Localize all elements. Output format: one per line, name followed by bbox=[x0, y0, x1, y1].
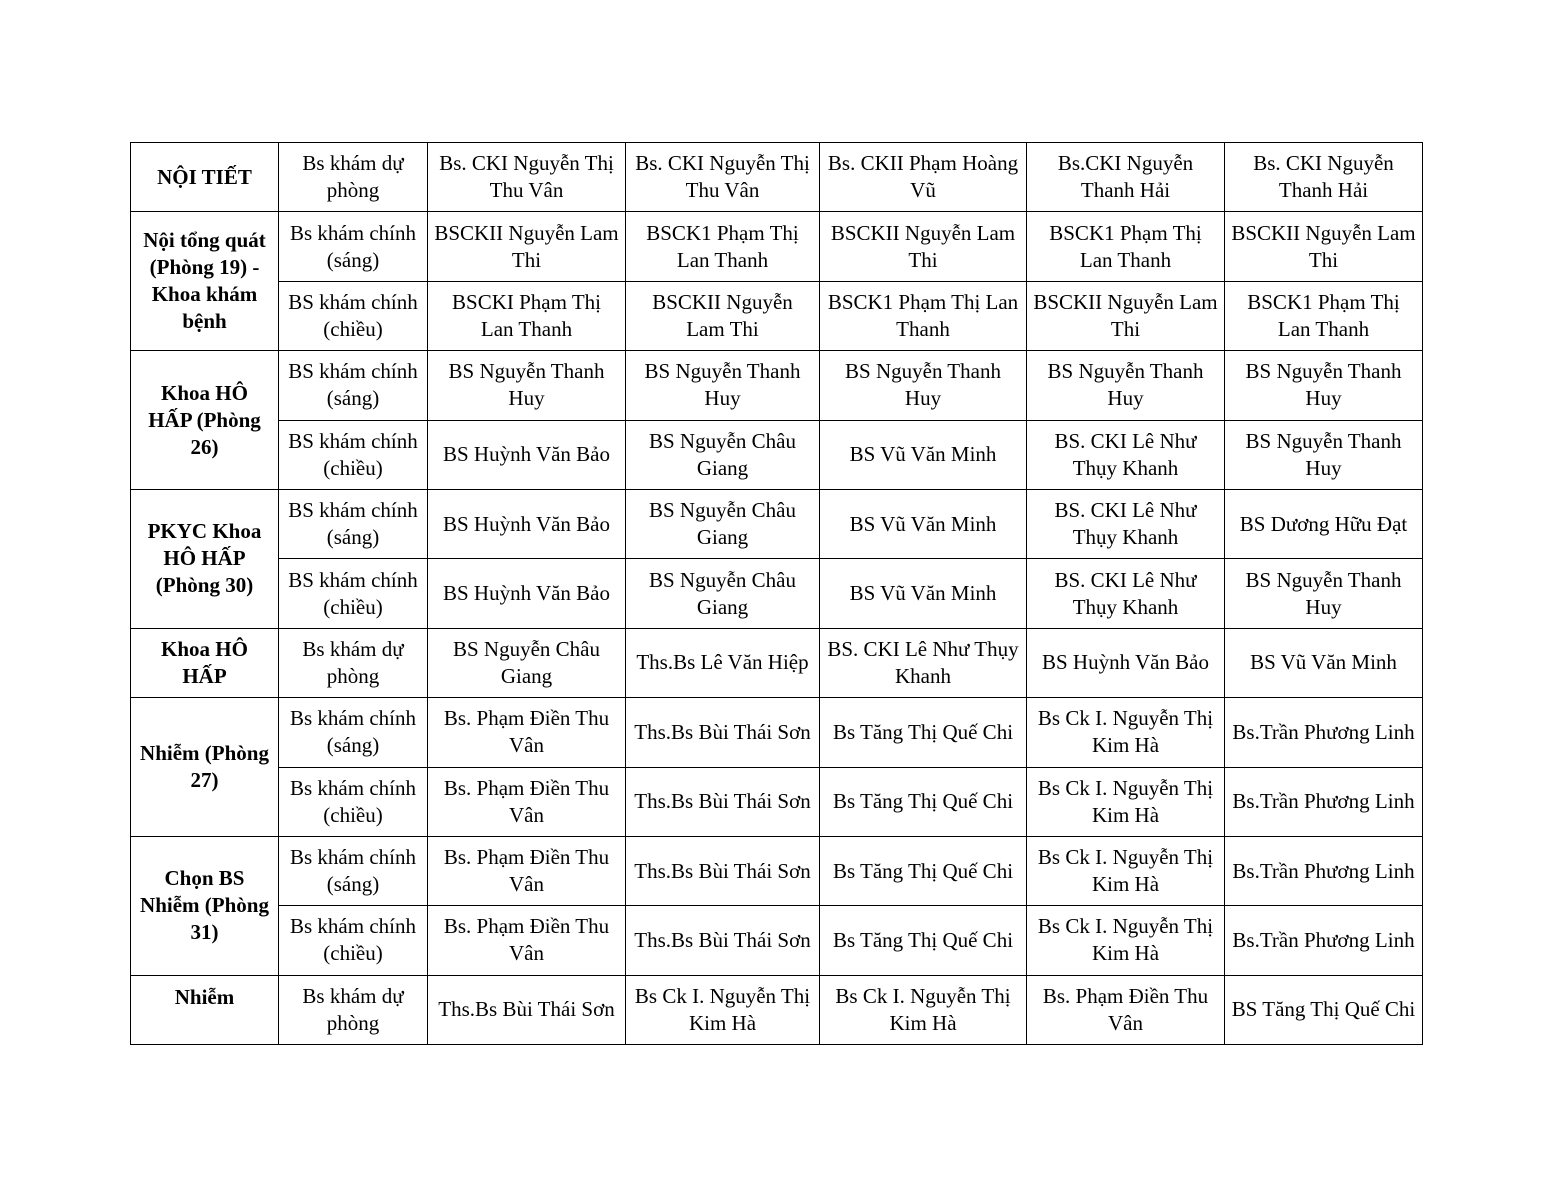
role-cell: BS khám chính (chiều) bbox=[279, 559, 428, 628]
doctor-cell: BS Huỳnh Văn Bảo bbox=[428, 489, 626, 558]
doctor-cell: Bs. CKI Nguyễn Thị Thu Vân bbox=[626, 143, 820, 212]
doctor-cell: BS Dương Hữu Đạt bbox=[1225, 489, 1423, 558]
doctor-cell: BSCKII Nguyễn Lam Thi bbox=[1027, 281, 1225, 350]
doctor-cell: Ths.Bs Lê Văn Hiệp bbox=[626, 628, 820, 697]
doctor-cell: BS Huỳnh Văn Bảo bbox=[428, 420, 626, 489]
table-row bbox=[131, 975, 1423, 1044]
doctor-cell: BS Vũ Văn Minh bbox=[820, 559, 1027, 628]
table-row bbox=[131, 628, 1423, 697]
doctor-cell: Bs Ck I. Nguyễn Thị Kim Hà bbox=[1027, 767, 1225, 836]
doctor-cell: BSCK1 Phạm Thị Lan Thanh bbox=[820, 281, 1027, 350]
doctor-cell: Bs. Phạm Điền Thu Vân bbox=[428, 698, 626, 767]
doctor-cell: Bs.Trần Phương Linh bbox=[1225, 906, 1423, 975]
doctor-cell: BS Nguyễn Châu Giang bbox=[626, 489, 820, 558]
doctor-cell: Bs Tăng Thị Quế Chi bbox=[820, 698, 1027, 767]
department-cell: Nội tổng quát (Phòng 19) - Khoa khám bệnh bbox=[131, 212, 279, 351]
role-cell: BS khám chính (chiều) bbox=[279, 420, 428, 489]
department-cell: Khoa HÔ HẤP (Phòng 26) bbox=[131, 351, 279, 490]
doctor-cell: BS Nguyễn Thanh Huy bbox=[428, 351, 626, 420]
doctor-cell: BS Nguyễn Thanh Huy bbox=[1225, 420, 1423, 489]
role-cell: Bs khám chính (sáng) bbox=[279, 212, 428, 281]
doctor-cell: Bs Tăng Thị Quế Chi bbox=[820, 767, 1027, 836]
doctor-cell: Bs Ck I. Nguyễn Thị Kim Hà bbox=[1027, 698, 1225, 767]
role-cell: Bs khám dự phòng bbox=[279, 975, 428, 1044]
role-cell: Bs khám chính (chiều) bbox=[279, 906, 428, 975]
table-row bbox=[131, 489, 1423, 558]
doctor-cell: BS. CKI Lê Như Thụy Khanh bbox=[1027, 420, 1225, 489]
role-cell: BS khám chính (sáng) bbox=[279, 489, 428, 558]
doctor-schedule-table bbox=[130, 142, 1423, 1045]
doctor-cell: BS Vũ Văn Minh bbox=[820, 420, 1027, 489]
doctor-cell: Bs.Trần Phương Linh bbox=[1225, 767, 1423, 836]
table-row bbox=[131, 836, 1423, 905]
doctor-cell: BS Nguyễn Thanh Huy bbox=[820, 351, 1027, 420]
doctor-cell: BS Huỳnh Văn Bảo bbox=[1027, 628, 1225, 697]
table-row bbox=[131, 281, 1423, 350]
doctor-cell: Bs.Trần Phương Linh bbox=[1225, 698, 1423, 767]
department-cell: Chọn BS Nhiễm (Phòng 31) bbox=[131, 836, 279, 975]
doctor-cell: BS Nguyễn Thanh Huy bbox=[626, 351, 820, 420]
department-cell: Khoa HÔ HẤP bbox=[131, 628, 279, 697]
doctor-cell: Ths.Bs Bùi Thái Sơn bbox=[626, 767, 820, 836]
doctor-cell: BSCK1 Phạm Thị Lan Thanh bbox=[626, 212, 820, 281]
doctor-cell: BS. CKI Lê Như Thụy Khanh bbox=[1027, 559, 1225, 628]
doctor-cell: Bs Ck I. Nguyễn Thị Kim Hà bbox=[1027, 836, 1225, 905]
doctor-cell: Bs Ck I. Nguyễn Thị Kim Hà bbox=[820, 975, 1027, 1044]
doctor-cell: BSCKI Phạm Thị Lan Thanh bbox=[428, 281, 626, 350]
table-row bbox=[131, 212, 1423, 281]
table-row bbox=[131, 420, 1423, 489]
schedule-body bbox=[131, 143, 1423, 1045]
doctor-cell: Bs. CKII Phạm Hoàng Vũ bbox=[820, 143, 1027, 212]
department-cell: Nhiễm (Phòng 27) bbox=[131, 698, 279, 837]
doctor-cell: BSCKII Nguyễn Lam Thi bbox=[1225, 212, 1423, 281]
doctor-cell: BS. CKI Lê Như Thụy Khanh bbox=[1027, 489, 1225, 558]
doctor-cell: BS Vũ Văn Minh bbox=[820, 489, 1027, 558]
department-cell: Nhiễm bbox=[131, 975, 279, 1044]
doctor-cell: BSCKII Nguyễn Lam Thi bbox=[428, 212, 626, 281]
doctor-cell: BSCK1 Phạm Thị Lan Thanh bbox=[1225, 281, 1423, 350]
role-cell: Bs khám dự phòng bbox=[279, 143, 428, 212]
doctor-cell: Bs. Phạm Điền Thu Vân bbox=[428, 836, 626, 905]
doctor-cell: BS Tăng Thị Quế Chi bbox=[1225, 975, 1423, 1044]
table-row bbox=[131, 559, 1423, 628]
doctor-cell: BS Huỳnh Văn Bảo bbox=[428, 559, 626, 628]
doctor-cell: BS Nguyễn Thanh Huy bbox=[1225, 351, 1423, 420]
table-row bbox=[131, 351, 1423, 420]
department-cell: PKYC Khoa HÔ HẤP (Phòng 30) bbox=[131, 489, 279, 628]
doctor-cell: BS Nguyễn Thanh Huy bbox=[1027, 351, 1225, 420]
doctor-cell: Bs. Phạm Điền Thu Vân bbox=[1027, 975, 1225, 1044]
doctor-cell: BSCKII Nguyễn Lam Thi bbox=[626, 281, 820, 350]
doctor-cell: Bs. CKI Nguyễn Thị Thu Vân bbox=[428, 143, 626, 212]
table-row bbox=[131, 767, 1423, 836]
table-row bbox=[131, 143, 1423, 212]
doctor-cell: Bs Ck I. Nguyễn Thị Kim Hà bbox=[626, 975, 820, 1044]
doctor-cell: Ths.Bs Bùi Thái Sơn bbox=[626, 906, 820, 975]
table-row bbox=[131, 906, 1423, 975]
doctor-cell: Bs. Phạm Điền Thu Vân bbox=[428, 767, 626, 836]
doctor-cell: Ths.Bs Bùi Thái Sơn bbox=[626, 836, 820, 905]
doctor-cell: Bs Tăng Thị Quế Chi bbox=[820, 906, 1027, 975]
doctor-cell: Bs Ck I. Nguyễn Thị Kim Hà bbox=[1027, 906, 1225, 975]
department-cell: NỘI TIẾT bbox=[131, 143, 279, 212]
doctor-cell: Bs. CKI Nguyễn Thanh Hải bbox=[1225, 143, 1423, 212]
doctor-cell: Bs Tăng Thị Quế Chi bbox=[820, 836, 1027, 905]
role-cell: BS khám chính (chiều) bbox=[279, 281, 428, 350]
doctor-cell: BS Vũ Văn Minh bbox=[1225, 628, 1423, 697]
doctor-cell: Bs.CKI Nguyễn Thanh Hải bbox=[1027, 143, 1225, 212]
doctor-cell: Bs. Phạm Điền Thu Vân bbox=[428, 906, 626, 975]
doctor-cell: BS Nguyễn Châu Giang bbox=[626, 420, 820, 489]
doctor-cell: BSCKII Nguyễn Lam Thi bbox=[820, 212, 1027, 281]
doctor-cell: Bs.Trần Phương Linh bbox=[1225, 836, 1423, 905]
doctor-cell: Ths.Bs Bùi Thái Sơn bbox=[428, 975, 626, 1044]
doctor-cell: BS Nguyễn Châu Giang bbox=[626, 559, 820, 628]
role-cell: Bs khám dự phòng bbox=[279, 628, 428, 697]
role-cell: Bs khám chính (sáng) bbox=[279, 836, 428, 905]
role-cell: BS khám chính (sáng) bbox=[279, 351, 428, 420]
role-cell: Bs khám chính (chiều) bbox=[279, 767, 428, 836]
role-cell: Bs khám chính (sáng) bbox=[279, 698, 428, 767]
doctor-cell: BS Nguyễn Châu Giang bbox=[428, 628, 626, 697]
table-row bbox=[131, 698, 1423, 767]
doctor-cell: BSCK1 Phạm Thị Lan Thanh bbox=[1027, 212, 1225, 281]
doctor-cell: Ths.Bs Bùi Thái Sơn bbox=[626, 698, 820, 767]
doctor-cell: BS. CKI Lê Như Thụy Khanh bbox=[820, 628, 1027, 697]
doctor-cell: BS Nguyễn Thanh Huy bbox=[1225, 559, 1423, 628]
